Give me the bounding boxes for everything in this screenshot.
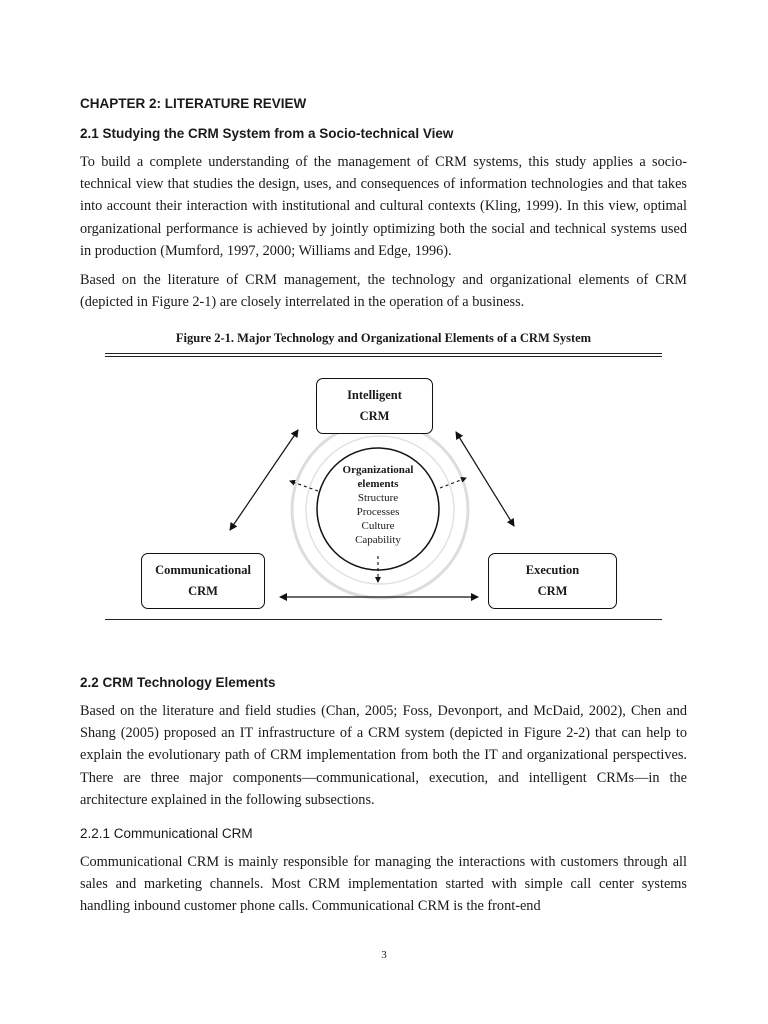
- intelligent-crm-line1: Intelligent: [347, 388, 402, 402]
- center-item-structure: Structure: [357, 492, 399, 504]
- section-2-2-1-heading: 2.2.1 Communicational CRM: [80, 826, 253, 841]
- center-title-line2: elements: [357, 478, 399, 490]
- figure-caption: Figure 2-1. Major Technology and Organizational Elements of a CRM System: [175, 331, 592, 345]
- communicational-crm-box: [141, 553, 265, 609]
- section-2-1-paragraph-2: Based on the literature of CRM management, the technology and organizational elements of CRM (depicted in Figure 2-1) are closely interrelated in the operation of a business.: [80, 272, 687, 311]
- center-item-processes: Processes: [356, 506, 400, 518]
- section-2-2-paragraph: Based on the literature and field studies (Chan, 2005; Foss, Devonport, and McDaid, 2002), Chen and Shang (2005) proposed an IT infrastructure of a CRM system (depicted in Figure 2-2) that can help to explain the evolutionary path of CRM implementation from both the IT and organizational perspectives. There are three major components—communicational, execution, and intelligent CRMs—in the architecture explained in the following subsections.: [80, 703, 687, 808]
- execution-crm-line2: CRM: [537, 584, 568, 598]
- section-2-1-paragraph-1: To build a complete understanding of the management of CRM systems, this study applies a socio-technical view that studies the design, uses, and consequences of information technologies and that takes into account their interaction with institutional and cultural contexts (Kling, 1999). In this view, optimal organizational performance is achieved by jointly optimizing both the social and technical systems used in production (Mumford, 1997, 2000; Williams and Edge, 1996).: [80, 154, 687, 259]
- page-number: 3: [381, 949, 387, 961]
- figure-bottom-rule: [105, 619, 662, 620]
- section-2-2-1-paragraph: Communicational CRM is mainly responsible for managing the interactions with customers through all sales and marketing channels. Most CRM implementation started with simple call center systems handling inbound customer phone calls. Communicational CRM is the front-end: [80, 854, 687, 915]
- execution-crm-box: [488, 553, 617, 609]
- arrow-intelligent-communicational: [230, 430, 298, 530]
- center-item-capability: Capability: [355, 534, 401, 546]
- center-item-culture: Culture: [361, 520, 395, 532]
- intelligent-crm-box: [316, 378, 433, 434]
- execution-crm-line1: Execution: [525, 563, 580, 577]
- chapter-heading: CHAPTER 2: LITERATURE REVIEW: [80, 96, 307, 111]
- organizational-elements-label: [318, 463, 438, 547]
- center-title-line1: Organizational: [342, 464, 414, 476]
- communicational-crm-line2: CRM: [188, 584, 218, 598]
- section-2-2-heading: 2.2 CRM Technology Elements: [80, 675, 276, 690]
- communicational-crm-line1: Communicational: [155, 563, 251, 577]
- intelligent-crm-line2: CRM: [359, 409, 390, 423]
- section-2-1-heading: 2.1 Studying the CRM System from a Socio-technical View: [80, 126, 454, 141]
